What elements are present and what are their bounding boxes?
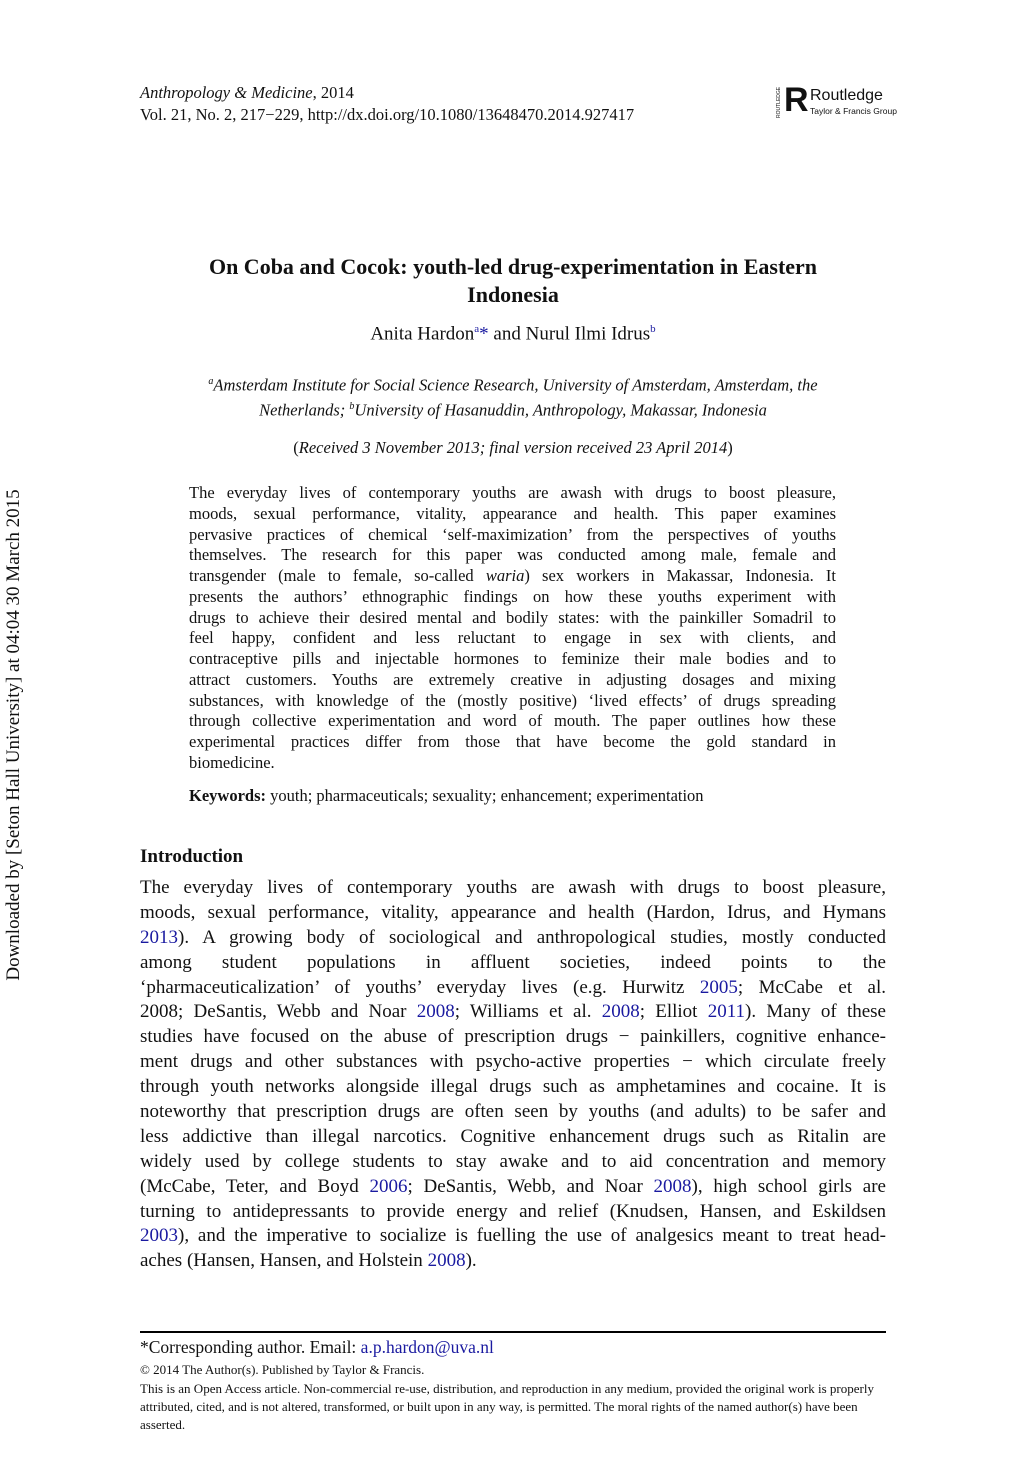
affiliation-a-cont: Netherlands;: [259, 400, 350, 419]
text-line: [189, 670, 836, 691]
text-line: [189, 608, 836, 629]
keywords: [189, 786, 704, 806]
text-segment: studies have focused on the abuse of prescription drugs − painkillers, cognitive enhance-: [140, 1026, 886, 1048]
text-segment: ). A growing body of sociological and anthropological studies, mostly conducted: [178, 926, 886, 948]
text-segment: The everyday lives of contemporary youths are awash with drugs to boost pleasure,: [189, 483, 836, 502]
logo-name: Routledge: [810, 87, 883, 104]
text-segment: ), high school girls are: [691, 1175, 886, 1197]
text-segment: ; McCabe et al.: [737, 976, 886, 998]
citation-link[interactable]: 2003: [140, 1225, 178, 1247]
section-heading: Introduction: [140, 846, 244, 867]
text-segment: ). Many of these: [745, 1001, 886, 1023]
text-segment: biomedicine.: [189, 752, 275, 772]
citation-link[interactable]: 2011: [707, 1001, 745, 1023]
text-line: [140, 1125, 886, 1150]
email-link[interactable]: a.p.hardon@uva.nl: [360, 1337, 494, 1357]
citation-link[interactable]: 2008: [601, 1001, 640, 1023]
text-segment: ) sex workers in Makassar, Indonesia. It: [524, 566, 836, 585]
text-segment: turning to antidepressants to provide energy and relief (Knudsen, Hansen, and Eskildsen: [140, 1200, 886, 1222]
article-title: [140, 253, 886, 309]
text-line: [189, 732, 836, 753]
text-segment: noteworthy that prescription drugs are often seen by youths (and adults) to be safer and: [140, 1101, 886, 1123]
text-segment: (McCabe, Teter, and Boyd: [140, 1175, 370, 1197]
citation-link[interactable]: 2005: [699, 976, 738, 998]
journal-name: Anthropology & Medicine: [140, 83, 313, 102]
text-segment: through youth networks alongside illegal drugs such as amphetamines and cocaine. It is: [140, 1076, 886, 1098]
text-segment: The everyday lives of contemporary youths are awash with drugs to boost pleasure,: [140, 877, 886, 898]
routledge-logo: [776, 81, 897, 119]
corresponding-link[interactable]: *: [479, 323, 489, 345]
text-segment: experimental practices differ from those that have become the gold standard in: [189, 732, 836, 751]
text-segment: ; Elliot: [639, 1001, 708, 1023]
text-segment: ; Williams et al.: [454, 1001, 602, 1023]
paren: ): [727, 438, 733, 457]
text-line: [140, 1175, 886, 1200]
paren: (: [293, 438, 299, 457]
text-segment: moods, sexual performance, vitality, appearance and health. This paper examines: [189, 503, 836, 523]
text-segment: moods, sexual performance, vitality, appearance and health (Hardon, Idrus, and Hymans: [140, 901, 886, 923]
text-segment: attract customers. Youths are extremely creative in adjusting dosages and mixing: [189, 669, 836, 689]
text-line: [189, 504, 836, 525]
keywords-list: youth; pharmaceuticals; sexuality; enhancement; experimentation: [266, 786, 704, 805]
volume-doi: Vol. 21, No. 2, 217−229, http://dx.doi.org/10.1080/13648470.2014.927417: [140, 105, 635, 124]
text-line: [140, 1100, 886, 1125]
text-line: [189, 483, 836, 504]
text-segment: transgender (male to female, so-called: [189, 566, 486, 585]
text-segment: substances, with knowledge of the (mostly positive) ‘lived effects’ of drugs spreading: [189, 690, 836, 710]
text-line: [140, 1150, 886, 1175]
text-line: [189, 587, 836, 608]
affiliation-b: University of Hasanuddin, Anthropology, Makassar, Indonesia: [354, 400, 767, 419]
footnote-divider: [140, 1331, 886, 1333]
text-line: [140, 876, 886, 901]
license-notice: This is an Open Access article. Non-commercial re-use, distribution, and reproduction in any medium, provided the original work is properly attributed, cited, and is not altered, transformed, or built upon in any way, is permitted. The moral rights of the named author(s) have been asserted.: [140, 1381, 874, 1432]
text-segment: ).: [465, 1250, 477, 1272]
affil-marker: a: [208, 376, 214, 387]
text-segment: drugs to achieve their desired mental and bodily states: with the painkiller Somadril to: [189, 607, 836, 627]
citation-link[interactable]: 2008: [427, 1250, 466, 1272]
download-note: Downloaded by [Seton Hall University] at 04:04 30 March 2015: [3, 489, 24, 981]
text-line: [189, 753, 836, 774]
citation-link[interactable]: 2006: [369, 1175, 408, 1197]
text-line: [189, 649, 836, 670]
text-segment: presents the authors’ ethnographic findings on how these youths experiment with: [189, 586, 836, 606]
affiliation-link[interactable]: b: [650, 323, 656, 335]
logo-subtitle: Taylor & Francis Group: [810, 106, 897, 116]
logo-mark-text: ROUTLEDGE: [776, 86, 782, 118]
text-line: [140, 926, 886, 951]
text-line: [189, 566, 836, 587]
affil-marker: b: [349, 400, 355, 412]
italic-term: waria: [485, 566, 525, 585]
logo-r-icon: R: [784, 81, 809, 119]
corresponding-author: [140, 1337, 494, 1358]
affiliation-link[interactable]: a: [474, 323, 480, 335]
introduction-body: [140, 876, 886, 1274]
affiliations: [140, 371, 886, 420]
text-line: [140, 901, 886, 926]
author-name: Anita Hardon: [370, 323, 475, 345]
author-name: and Nurul Ilmi Idrus: [488, 323, 651, 345]
authors: [140, 323, 886, 345]
keywords-label: Keywords:: [189, 786, 266, 805]
text-segment: among student populations in affluent societies, indeed points to the: [140, 951, 886, 973]
text-line: [140, 1075, 886, 1100]
text-line: [189, 711, 836, 732]
text-segment: contraceptive pills and injectable hormones to feminize their male bodies and to: [189, 649, 836, 668]
text-line: [189, 691, 836, 712]
title-line: On Coba and Cocok: youth-led drug-experimentation in Eastern: [208, 254, 818, 279]
text-segment: through collective experimentation and word of mouth. The paper outlines how these: [189, 711, 836, 731]
journal-year: , 2014: [312, 83, 354, 102]
abstract: [189, 483, 836, 774]
text-line: [140, 976, 886, 1001]
text-line: [140, 1000, 886, 1025]
received-dates: [140, 438, 886, 458]
text-line: [140, 1200, 886, 1225]
text-segment: less addictive than illegal narcotics. Cognitive enhancement drugs such as Ritalin are: [140, 1125, 886, 1147]
text-line: [189, 525, 836, 546]
journal-citation: [140, 83, 354, 103]
text-segment: aches (Hansen, Hansen, and Holstein: [140, 1250, 428, 1272]
text-line: [140, 1050, 886, 1075]
citation-link[interactable]: 2008: [653, 1175, 692, 1197]
text-segment: 2008; DeSantis, Webb and Noar: [140, 1001, 417, 1023]
copyright: © 2014 The Author(s). Published by Taylor & Francis.: [140, 1362, 425, 1377]
citation-link[interactable]: 2008: [416, 1001, 455, 1023]
text-line: [189, 545, 836, 566]
text-segment: widely used by college students to stay awake and to aid concentration and memory: [140, 1150, 886, 1172]
corr-label: *Corresponding author. Email:: [140, 1337, 361, 1357]
text-segment: feel happy, confident and less reluctant to engage in sex with clients, and: [189, 628, 836, 648]
citation-link[interactable]: 2013: [140, 926, 178, 948]
text-line: [189, 628, 836, 649]
text-line: [140, 1025, 886, 1050]
text-segment: pervasive practices of chemical ‘self-maximization’ from the perspectives of youths: [189, 524, 836, 544]
text-segment: ; DeSantis, Webb, and Noar: [407, 1175, 654, 1197]
text-line: [140, 951, 886, 976]
text-line: [140, 1249, 886, 1274]
title-line: Indonesia: [467, 282, 559, 307]
received-text: Received 3 November 2013; final version received 23 April 2014: [298, 438, 728, 457]
text-line: [140, 1224, 886, 1249]
text-segment: ment drugs and other substances with psycho-active properties − which circulate freely: [140, 1051, 886, 1073]
text-segment: themselves. The research for this paper was conducted among male, female and: [189, 545, 836, 565]
text-segment: ), and the imperative to socialize is fuelling the use of analgesics meant to treat head-: [178, 1225, 886, 1247]
affiliation-a: Amsterdam Institute for Social Science Research, University of Amsterdam, Amsterdam, the: [213, 375, 818, 395]
text-segment: ‘pharmaceuticalization’ of youths’ everyday lives (e.g. Hurwitz: [140, 976, 700, 998]
